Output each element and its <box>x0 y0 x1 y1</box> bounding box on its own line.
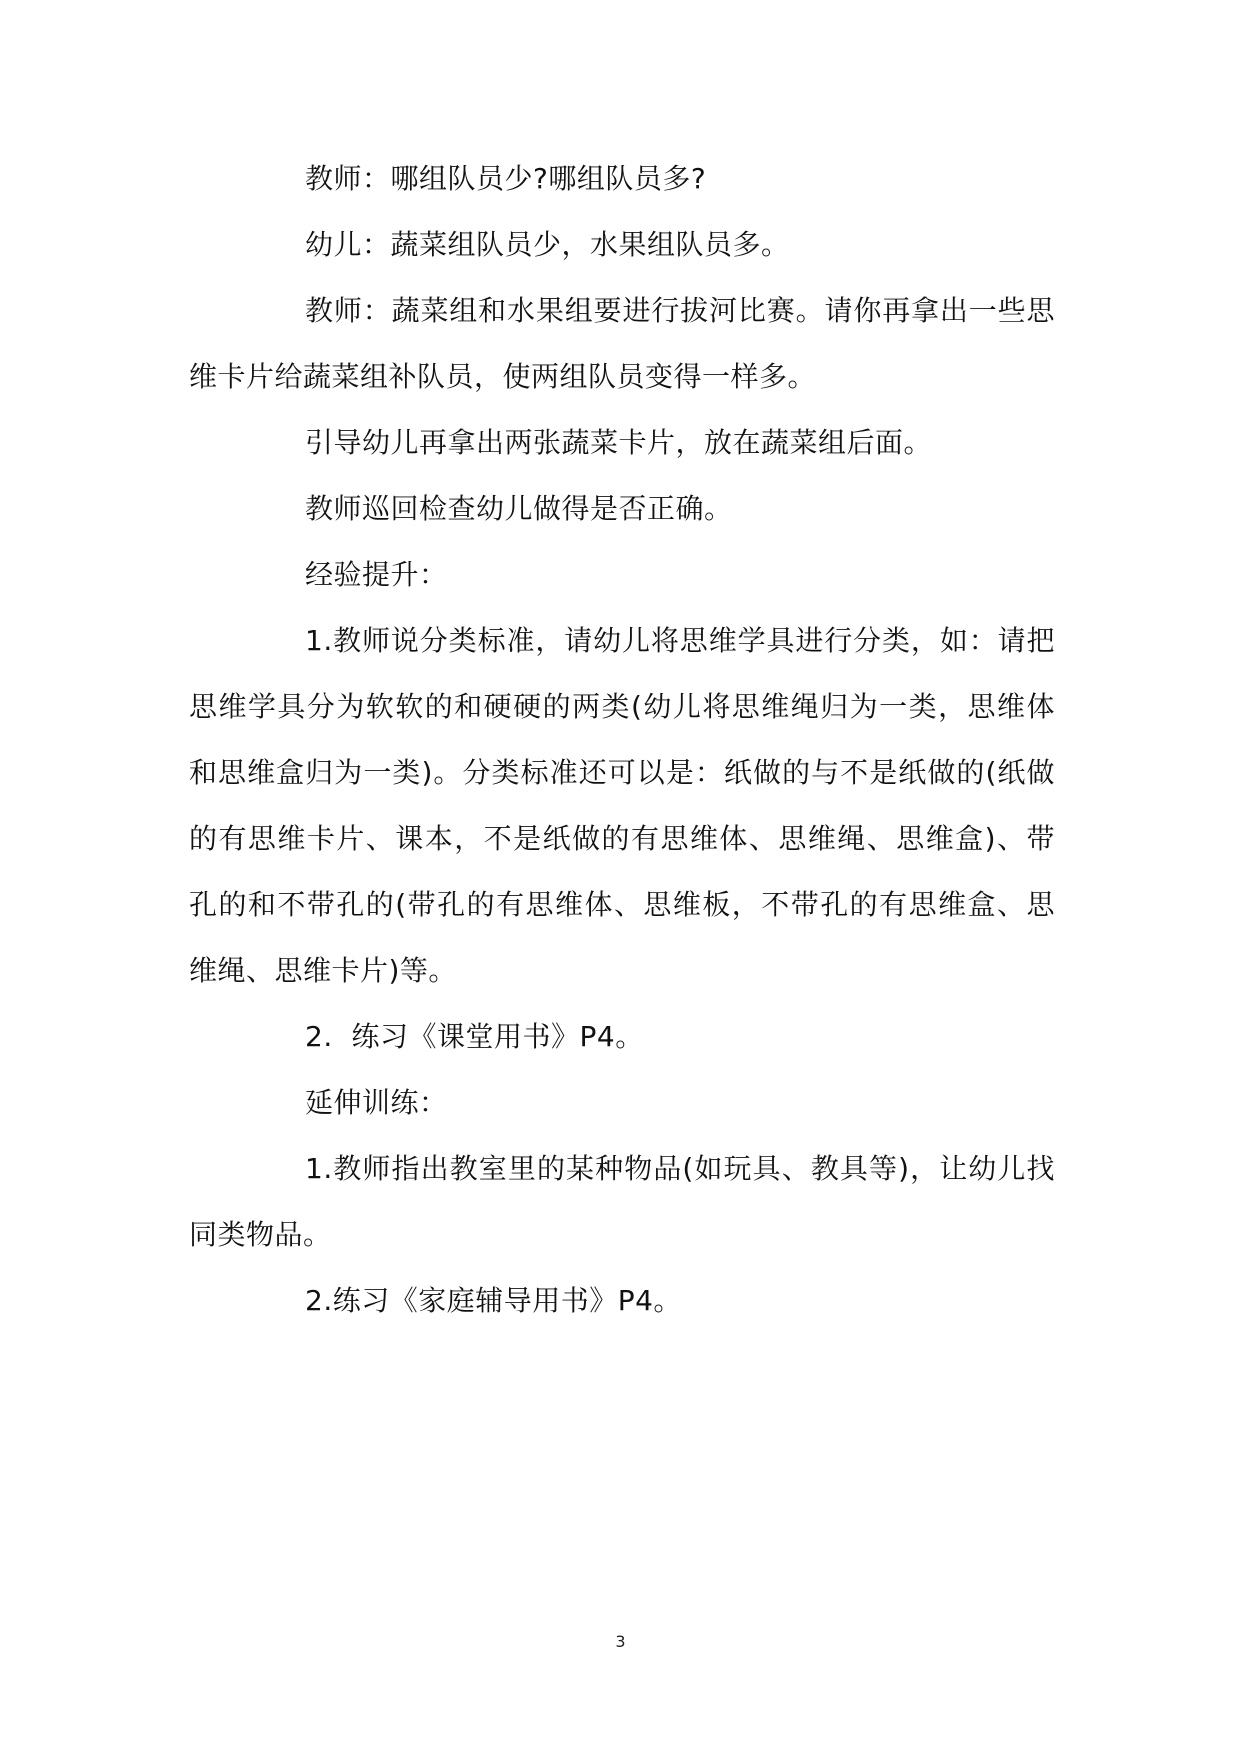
paragraph-guide-children: 引导幼儿再拿出两张蔬菜卡片，放在蔬菜组后面。 <box>305 426 933 459</box>
paragraph-teacher-check: 教师巡回检查幼儿做得是否正确。 <box>305 492 733 525</box>
paragraph-child-answer: 幼儿：蔬菜组队员少，水果组队员多。 <box>305 228 790 261</box>
heading-extension-training: 延伸训练： <box>305 1086 448 1119</box>
paragraph-find-similar-items: 1.教师指出教室里的某种物品(如玩具、教具等)，让幼儿找同类物品。 <box>189 1152 1055 1251</box>
heading-experience-improvement: 经验提升： <box>305 558 448 591</box>
paragraph-tug-of-war: 教师：蔬菜组和水果组要进行拔河比赛。请你再拿出一些思维卡片给蔬菜组补队员，使两组队员变得一样多。 <box>189 294 1055 393</box>
paragraph-teacher-question: 教师：哪组队员少?哪组队员多? <box>305 162 707 195</box>
page-number: 3 <box>615 1632 626 1651</box>
paragraph-home-book-exercise: 2.练习《家庭辅导用书》P4。 <box>305 1284 682 1317</box>
paragraph-classroom-book-exercise: 2. 练习《课堂用书》P4。 <box>305 1020 644 1053</box>
document-body <box>189 146 1055 1334</box>
paragraph-classification-standards: 1.教师说分类标准，请幼儿将思维学具进行分类，如：请把思维学具分为软软的和硬硬的两类(幼儿将思维绳归为一类，思维体和思维盒归为一类)。分类标准还可以是：纸做的与不是纸做的(纸做的有思维卡片、课本，不是纸做的有思维体、思维绳、思维盒)、带孔的和不带孔的(带孔的有思维体、思维板，不带孔的有思维盒、思维绳、思维卡片)等。 <box>189 624 1055 987</box>
